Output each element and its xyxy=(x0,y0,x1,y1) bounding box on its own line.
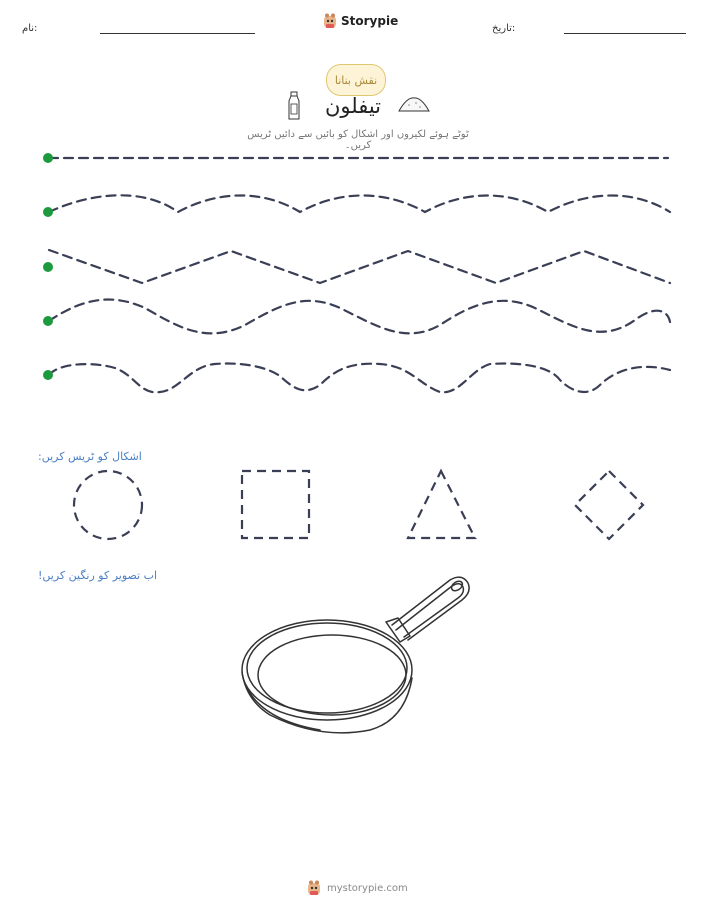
date-label: تاریخ: xyxy=(492,23,516,34)
frying-pan-illustration xyxy=(230,572,480,742)
shapes-section-label: اشکال کو ٹریس کریں: xyxy=(38,450,142,463)
color-section-label: اب تصویر کو رنگین کریں! xyxy=(38,569,158,582)
start-dot-1 xyxy=(43,153,53,163)
trace-line-zigzag xyxy=(49,250,670,283)
name-line[interactable] xyxy=(100,33,255,34)
trace-diamond xyxy=(575,471,643,539)
brand-name: Storypie xyxy=(341,14,399,28)
footer-site[interactable]: mystorypie.com xyxy=(327,882,408,894)
trace-line-curve xyxy=(49,195,670,212)
storypie-mascot-icon xyxy=(322,12,338,30)
trace-line-bumps xyxy=(49,364,670,393)
trace-line-wave xyxy=(49,300,670,334)
start-dot-3 xyxy=(43,262,53,272)
storypie-footer-icon xyxy=(306,879,322,897)
date-line[interactable] xyxy=(564,33,686,34)
tracing-shapes xyxy=(0,460,709,550)
start-dot-5 xyxy=(43,370,53,380)
instruction-text: ٹوٹے ہوئے لکیروں اور اشکال کو بائیں سے دائیں ٹریس کریں۔ xyxy=(247,129,469,151)
activity-badge: نقش بنانا xyxy=(326,64,386,96)
trace-circle xyxy=(74,471,142,539)
tracing-lines xyxy=(0,140,709,400)
trace-triangle xyxy=(408,471,475,538)
activity-title: تیفلون xyxy=(325,94,382,118)
footer xyxy=(306,879,408,897)
brand-logo xyxy=(322,12,398,30)
trace-square xyxy=(242,471,309,538)
flour-pile-icon xyxy=(397,95,431,115)
start-dot-4 xyxy=(43,316,53,326)
start-dot-2 xyxy=(43,207,53,217)
name-label: نام: xyxy=(22,23,38,34)
bottle-icon xyxy=(286,91,302,121)
